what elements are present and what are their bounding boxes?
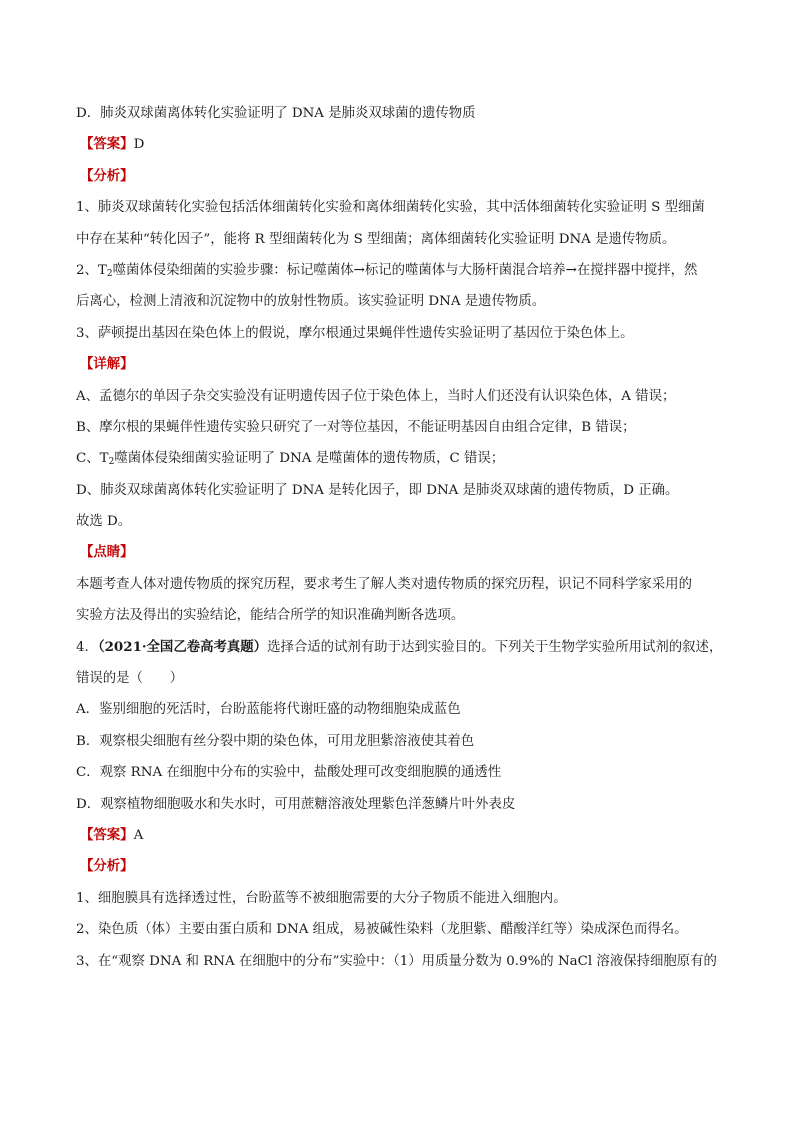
q3-detail-c [76,443,726,474]
question-number: 4． [76,639,98,655]
analysis-tag: 【分析】 [80,858,134,875]
q4-answer [76,820,726,851]
q3-detail-choose: 故选 D。 [76,514,132,530]
comment-tag: 【点睛】 [80,544,134,561]
text-part: 2、T [76,262,107,278]
detail-tag: 【详解】 [80,356,134,373]
answer-tag: 【答案】 [80,826,134,843]
q4-option-a: A．鉴别细胞的死活时，台盼蓝能将代谢旺盛的动物细胞染成蓝色 [76,702,461,718]
q3-answer [76,129,726,160]
q3-comment-1: 本题考查人体对遗传物质的探究历程，要求考生了解人类对遗传物质的探究历程，识记不同科学家采用的 [76,576,692,592]
q3-comment-tag [76,537,726,568]
q4-option-c: C．观察 RNA 在细胞中分布的实验中，盐酸处理可改变细胞膜的通透性 [76,765,502,781]
q3-detail-d: D、肺炎双球菌离体转化实验证明了 DNA 是转化因子，即 DNA 是肺炎双球菌的遗传物质，D 正确。 [76,482,679,498]
q3-detail-a: A、孟德尔的单因子杂交实验没有证明遗传因子位于染色体上，当时人们还没有认识染色体，A 错误； [76,388,676,404]
q4-analysis-3: 3、在“观察 DNA 和 RNA 在细胞中的分布”实验中：（1）用质量分数为 0.9%的 NaCl 溶液保持细胞原有的 [76,953,717,969]
question-source: （2021·全国乙卷高考真题） [97,638,268,655]
answer-value: A [133,827,144,843]
text-part: 噬菌体侵染细菌的实验步骤：标记噬菌体→标记的噬菌体与大肠杆菌混合培养→在搅拌器中搅拌，然 [112,262,698,278]
document-page [76,98,726,977]
subscript: 2 [106,268,113,279]
answer-tag: 【答案】 [80,136,134,153]
q4-stem-1 [76,632,726,663]
q3-detail-b: B、摩尔根的果蝇伴性遗传实验只研究了一对等位基因，不能证明基因自由组合定律，B 错误； [76,419,636,435]
q4-analysis-tag [76,851,726,882]
text-part: 噬菌体侵染细菌实验证明了 DNA 是噬菌体的遗传物质，C 错误； [114,451,505,467]
q3-analysis-2b: 后离心，检测上清液和沉淀物中的放射性物质。该实验证明 DNA 是遗传物质。 [76,294,546,310]
q4-option-d: D．观察植物细胞吸水和失水时，可用蔗糖溶液处理紫色洋葱鳞片叶外表皮 [76,796,516,812]
q4-stem-2: 错误的是（ ） [76,671,184,687]
q3-analysis-1a: 1、肺炎双球菌转化实验包括活体细菌转化实验和离体细菌转化实验，其中活体细菌转化实验证明 S 型细菌 [76,200,705,216]
q3-analysis-3: 3、萨顿提出基因在染色体上的假说，摩尔根通过果蝇伴性遗传实验证明了基因位于染色体上。 [76,325,634,341]
q4-option-b: B．观察根尖细胞有丝分裂中期的染色体，可用龙胆紫溶液使其着色 [76,733,475,749]
q3-analysis-tag [76,161,726,192]
q3-analysis-1b: 中存在某种“转化因子”，能将 R 型细菌转化为 S 型细菌；离体细菌转化实验证明 DNA 是遗传物质。 [76,231,676,247]
text-part: C、T [76,451,109,467]
answer-value: D [133,137,145,153]
question-stem: 选择合适的试剂有助于达到实验目的。下列关于生物学实验所用试剂的叙述， [267,639,723,655]
q3-comment-2: 实验方法及得出的实验结论，能结合所学的知识准确判断各选项。 [76,608,465,624]
subscript: 2 [108,457,115,468]
q3-analysis-2a [76,255,726,286]
q4-analysis-2: 2、染色质（体）主要由蛋白质和 DNA 组成，易被碱性染料（龙胆紫、醋酸洋红等）染成深色而得名。 [76,922,688,938]
q3-option-d: D．肺炎双球菌离体转化实验证明了 DNA 是肺炎双球菌的遗传物质 [76,106,476,121]
q3-detail-tag [76,349,726,380]
q4-analysis-1: 1、细胞膜具有选择透过性，台盼蓝等不被细胞需要的大分子物质不能进入细胞内。 [76,890,567,906]
analysis-tag: 【分析】 [80,167,134,184]
